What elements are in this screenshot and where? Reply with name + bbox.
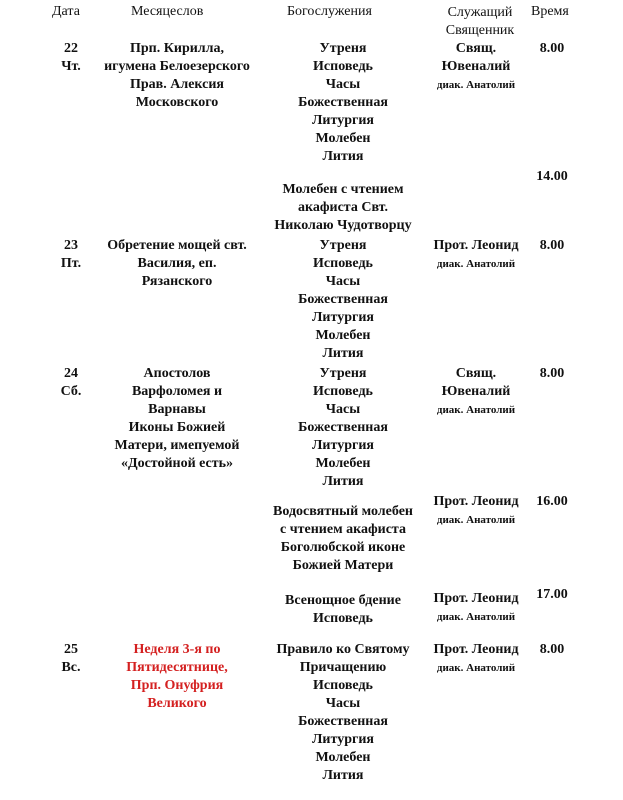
menologion-line: игумена Белоезерского [104, 59, 250, 74]
day-number: 25 [64, 642, 78, 657]
service-line: акафиста Свт. [297, 200, 388, 215]
priest-line: Прот. Леонид [433, 591, 519, 606]
service-line: Молебен с чтением [282, 182, 404, 197]
entry-services [258, 592, 428, 628]
service-line: Утреня [319, 41, 367, 56]
weekday: Сб. [60, 384, 82, 399]
service-line: с чтением акафиста [280, 522, 406, 537]
deacon-name: диак. Анатолий [436, 258, 516, 270]
entry-services [258, 641, 428, 785]
service-line: Боголюбской иконе [280, 540, 406, 555]
menologion-line: Василия, еп. [137, 256, 217, 271]
service-line: Лития [322, 346, 364, 361]
entry-date [50, 40, 92, 76]
entry-time: 14.00 [536, 169, 568, 184]
entry-time: 8.00 [539, 41, 565, 56]
menologion-line: Московского [135, 95, 219, 110]
deacon-name: диак. Анатолий [436, 662, 516, 674]
entry-time: 8.00 [539, 238, 565, 253]
entry-services [258, 237, 428, 363]
service-line: Молебен [315, 456, 371, 471]
priest-line: Свящ. [455, 366, 497, 381]
entry-menologion-feast [92, 641, 262, 713]
service-line: Часы [325, 77, 361, 92]
menologion-line: Иконы Божией [128, 420, 226, 435]
entry-date [50, 365, 92, 401]
header-clergy-line1: Служащий [447, 5, 513, 20]
service-line: Утреня [319, 238, 367, 253]
service-line: Молебен [315, 131, 371, 146]
service-line: Божественная [298, 95, 388, 110]
day-number: 22 [64, 41, 78, 56]
service-line: Правило ко Святому [276, 642, 410, 657]
entry-services [258, 365, 428, 491]
entry-date [50, 237, 92, 273]
priest-line: Прот. Леонид [433, 494, 519, 509]
entry-clergy [424, 40, 528, 94]
priest-line: Ювеналий [441, 384, 511, 399]
menologion-line: Обретение мощей свт. [107, 238, 247, 253]
service-line: Литургия [312, 438, 374, 453]
header-clergy-line2: Священник [445, 23, 515, 38]
service-line: Молебен [315, 328, 371, 343]
weekday: Вс. [61, 660, 81, 675]
service-line: Лития [322, 474, 364, 489]
service-line: Причащению [299, 660, 387, 675]
menologion-line: Варнавы [148, 402, 206, 417]
priest-line: Прот. Леонид [433, 238, 519, 253]
service-line: Исповедь [313, 256, 373, 271]
day-number: 23 [64, 238, 78, 253]
menologion-line: Неделя 3-я по [133, 642, 221, 657]
entry-time: 17.00 [536, 587, 568, 602]
weekday: Чт. [61, 59, 81, 74]
menologion-line: «Достойной есть» [120, 456, 234, 471]
entry-clergy [424, 590, 528, 626]
entry-services [258, 181, 428, 235]
entry-time: 8.00 [539, 366, 565, 381]
service-line: Лития [322, 768, 364, 783]
service-line: Утреня [319, 366, 367, 381]
service-line: Божественная [298, 714, 388, 729]
entry-time: 16.00 [536, 494, 568, 509]
service-line: Николаю Чудотворцу [274, 218, 412, 233]
menologion-line: Пятидесятнице, [126, 660, 228, 675]
service-line: Божественная [298, 420, 388, 435]
priest-line: Прот. Леонид [433, 642, 519, 657]
entry-menologion [92, 365, 262, 473]
priest-line: Свящ. [455, 41, 497, 56]
service-line: Лития [322, 149, 364, 164]
header-clergy [430, 4, 530, 40]
service-line: Исповедь [313, 611, 373, 626]
header-date: Дата [52, 4, 80, 19]
service-line: Часы [325, 402, 361, 417]
entry-menologion [92, 40, 262, 112]
service-line: Часы [325, 274, 361, 289]
menologion-line: Прп. Онуфрия [130, 678, 224, 693]
service-line: Всенощное бдение [285, 593, 401, 608]
service-line: Исповедь [313, 384, 373, 399]
service-line: Часы [325, 696, 361, 711]
service-line: Божественная [298, 292, 388, 307]
header-time: Время [531, 4, 569, 19]
service-line: Литургия [312, 113, 374, 128]
entry-clergy [424, 641, 528, 677]
menologion-line: Рязанского [141, 274, 213, 289]
menologion-line: Апостолов [143, 366, 211, 381]
deacon-name: диак. Анатолий [436, 404, 516, 416]
service-line: Молебен [315, 750, 371, 765]
entry-clergy [424, 493, 528, 529]
entry-clergy [424, 365, 528, 419]
service-line: Литургия [312, 310, 374, 325]
service-line: Исповедь [313, 678, 373, 693]
table-header [0, 2, 623, 42]
priest-line: Ювеналий [441, 59, 511, 74]
day-number: 24 [64, 366, 78, 381]
entry-services [258, 40, 428, 166]
menologion-line: Прав. Алексия [130, 77, 224, 92]
service-line: Литургия [312, 732, 374, 747]
menologion-line: Матери, имепуемой [114, 438, 240, 453]
weekday: Пт. [60, 256, 82, 271]
deacon-name: диак. Анатолий [436, 611, 516, 623]
service-line: Исповедь [313, 59, 373, 74]
deacon-name: диак. Анатолий [436, 514, 516, 526]
menologion-line: Великого [147, 696, 207, 711]
entry-services [258, 503, 428, 575]
entry-clergy [424, 237, 528, 273]
entry-time: 8.00 [539, 642, 565, 657]
header-services: Богослужения [287, 4, 372, 19]
header-menologion: Месяцеслов [131, 4, 204, 19]
menologion-line: Варфоломея и [131, 384, 223, 399]
menologion-line: Прп. Кирилла, [129, 41, 225, 56]
entry-menologion [92, 237, 262, 291]
service-line: Божией Матери [292, 558, 394, 573]
entry-date [50, 641, 92, 677]
deacon-name: диак. Анатолий [436, 79, 516, 91]
service-line: Водосвятный молебен [273, 504, 413, 519]
